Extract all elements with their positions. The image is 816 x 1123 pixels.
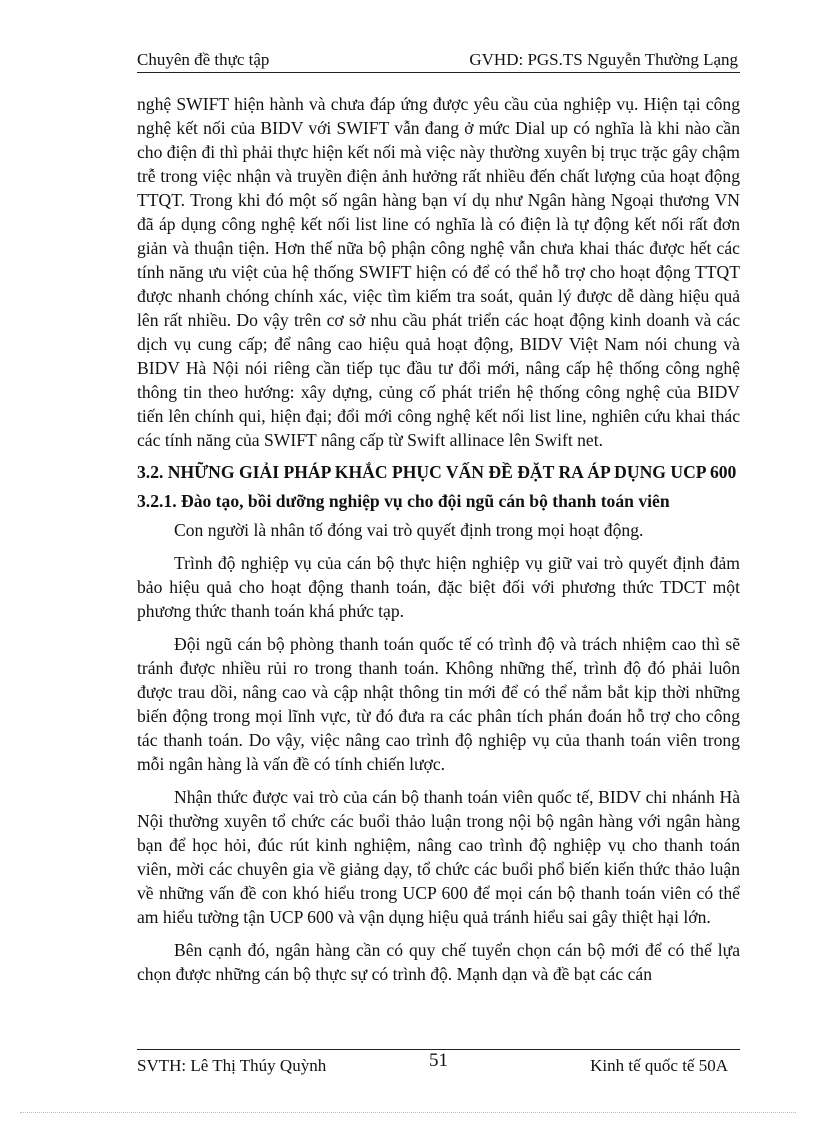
page-bottom-divider (20, 1112, 796, 1113)
header-advisor: GVHD: PGS.TS Nguyễn Thường Lạng (469, 50, 738, 69)
section-heading: 3.2. NHỮNG GIẢI PHÁP KHẮC PHỤC VẤN ĐỀ ĐẶT RA ÁP DỤNG UCP 600 (137, 462, 737, 482)
paragraph-3: Trình độ nghiệp vụ của cán bộ thực hiện nghiệp vụ giữ vai trò quyết định đảm bảo hiệu quả cho hoạt động thanh toán, đặc biệt đối với phương thức TDCT một phương thức thanh toán khá phức tạp. (137, 553, 740, 621)
document-body (137, 92, 740, 995)
paragraph-6: Bên cạnh đó, ngân hàng cần có quy chế tuyển chọn cán bộ mới để có thể lựa chọn được những cán bộ thực sự có trình độ. Mạnh dạn và đề bạt các cán (137, 940, 740, 984)
subsection-heading: 3.2.1. Đào tạo, bồi dưỡng nghiệp vụ cho đội ngũ cán bộ thanh toán viên (137, 491, 670, 511)
paragraph-4: Đội ngũ cán bộ phòng thanh toán quốc tế có trình độ và trách nhiệm cao thì sẽ tránh được nhiều rủi ro trong thanh toán. Không những thế, trình độ đó phải luôn được trau dồi, nâng cao và cập nhật thông tin mới để có thể nắm bắt kịp thời những biến động trong mọi lĩnh vực, từ đó đưa ra các phân tích phán đoán hỗ trợ cho công tác thanh toán. Do vậy, việc nâng cao trình độ nghiệp vụ của thanh toán viên trong mỗi ngân hàng là vấn đề có tính chiến lược. (137, 634, 740, 774)
page-footer (137, 1049, 740, 1078)
footer-author: SVTH: Lê Thị Thúy Quỳnh (137, 1056, 327, 1075)
paragraph-1: nghệ SWIFT hiện hành và chưa đáp ứng được yêu cầu của nghiệp vụ. Hiện tại công nghệ kết nối của BIDV với SWIFT vẫn đang ở mức Dial up có nghĩa là khi nào cần cho điện đi thì phải thực hiện kết nối mà việc này thường xuyên bị trục trặc gây chậm trễ trong việc nhận và truyền điện ảnh hưởng rất nhiều đến chất lượng của hoạt động TTQT. Trong khi đó một số ngân hàng bạn ví dụ như Ngân hàng Ngoại thương VN đã áp dụng công nghệ kết nối list line có nghĩa là có điện là tự động kết nối rất đơn giản và thuận tiện. Hơn thế nữa bộ phận công nghệ vẫn chưa khai thác được hết các tính năng ưu việt của hệ thống SWIFT hiện có để có thể hỗ trợ cho hoạt động TTQT được nhanh chóng chính xác, việc tìm kiếm tra soát, quản lý được dễ dàng hiệu quả lên rất nhiều. Do vậy trên cơ sở nhu cầu phát triển các hoạt động kinh doanh và các dịch vụ cung cấp; để nâng cao hiệu quả hoạt động, BIDV Việt Nam nói chung và BIDV Hà Nội nói riêng cần tiếp tục đầu tư đổi mới, nâng cấp hệ thống công nghệ thông tin theo hướng: xây dựng, củng cố phát triển hệ thống công nghệ của BIDV tiến lên chính qui, hiện đại; đổi mới công nghệ kết nối list line, nghiên cứu khai thác các tính năng của SWIFT nâng cấp từ Swift allinace lên Swift net. (137, 94, 740, 450)
paragraph-2: Con người là nhân tố đóng vai trò quyết định trong mọi hoạt động. (174, 520, 644, 540)
page-header (137, 48, 740, 73)
paragraph-5: Nhận thức được vai trò của cán bộ thanh toán viên quốc tế, BIDV chi nhánh Hà Nội thường xuyên tổ chức các buổi thảo luận trong nội bộ ngân hàng với ngân hàng bạn để học hỏi, đúc rút kinh nghiệm, nâng cao trình độ nghiệp vụ cho thanh toán viên, mời các chuyên gia về giảng dạy, tổ chức các buổi phổ biến kiến thức thảo luận về những vấn đề con khó hiểu trong UCP 600 để mọi cán bộ thanh toán viên có thể am hiểu tường tận UCP 600 và vận dụng hiệu quả tránh hiểu sai gây thiệt hại lớn. (137, 787, 740, 927)
header-title: Chuyên đề thực tập (137, 50, 270, 69)
page-number: 51 (429, 1050, 448, 1071)
footer-class: Kinh tế quốc tế 50A (590, 1056, 728, 1075)
